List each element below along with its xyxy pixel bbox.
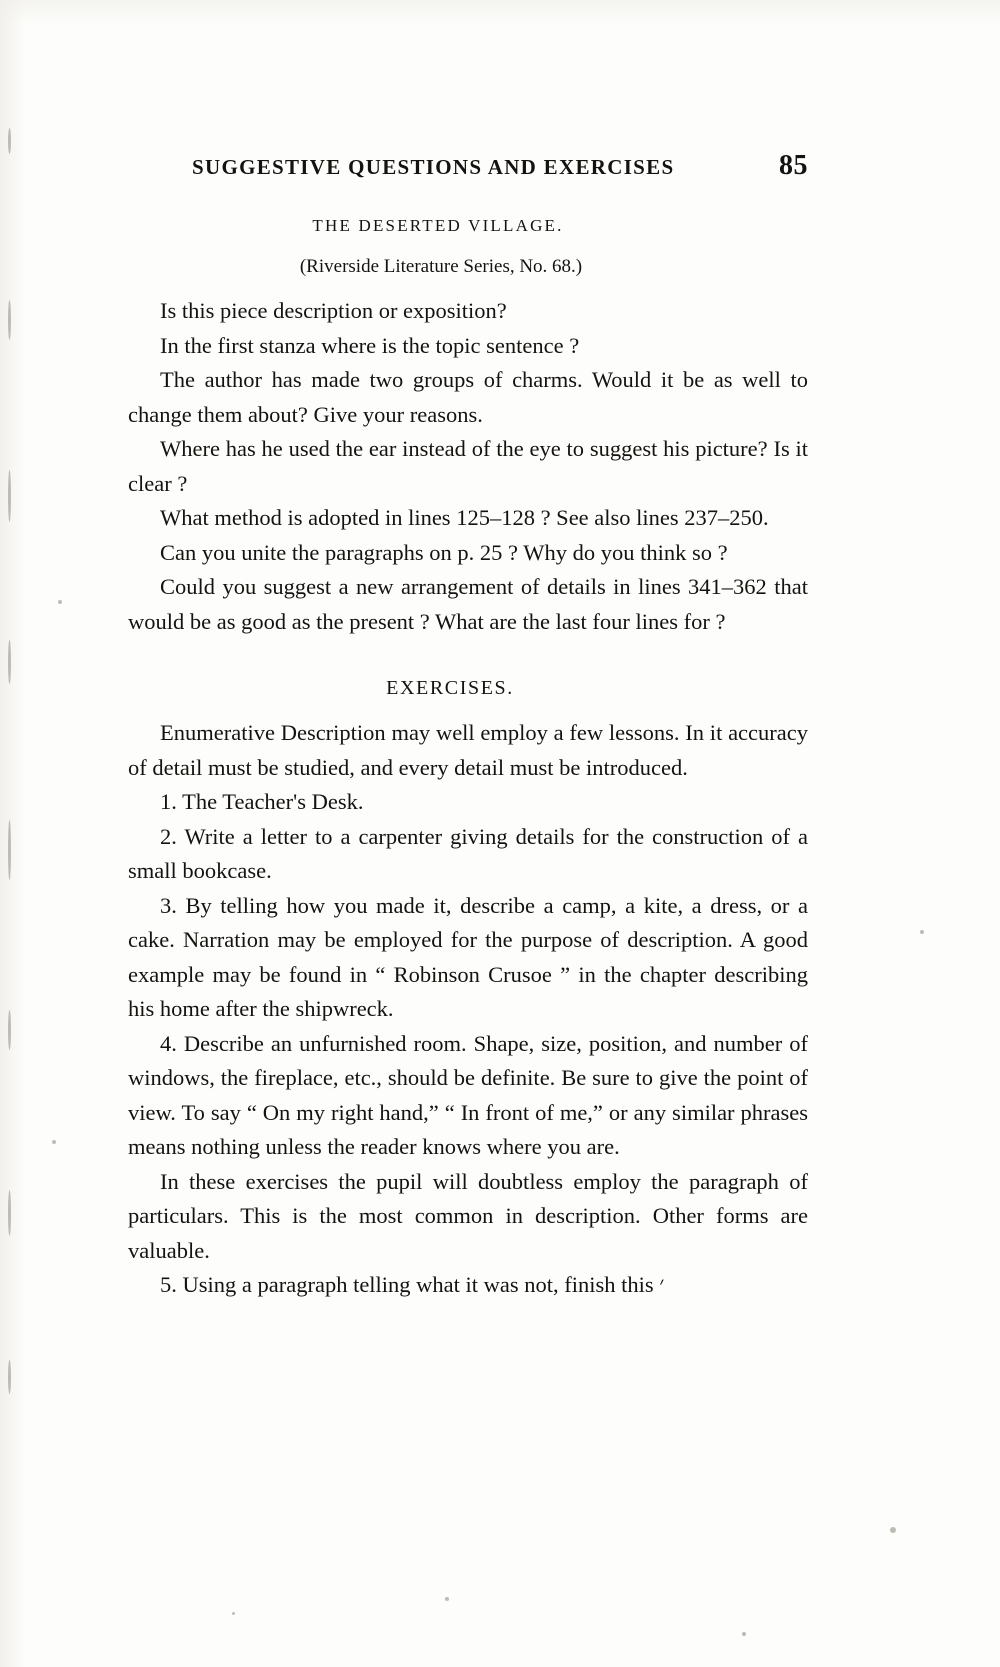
question-paragraph: Where has he used the ear instead of the eye to suggest his picture? Is it clear ? bbox=[128, 436, 808, 496]
question-paragraph: Is this piece description or exposition? bbox=[160, 298, 507, 323]
scan-speck bbox=[8, 1190, 11, 1236]
scan-speck bbox=[8, 820, 11, 880]
page-content bbox=[128, 150, 808, 1303]
scan-speck bbox=[920, 930, 924, 934]
exercises-note: In these exercises the pupil will doubtless employ the paragraph of particulars. This is the most common in description. Other forms are valuable. bbox=[128, 1168, 808, 1263]
page-number: 85 bbox=[779, 150, 808, 181]
page-top-shadow bbox=[0, 0, 1000, 24]
page-left-shadow bbox=[0, 0, 26, 1667]
exercise-item: 3. By telling how you made it, describe a camp, a kite, a dress, or a cake. Narration may be employed for the purpose of description. A good example may be found in “ Robinson Crusoe ” in the chapter describing his home after the shipwreck. bbox=[128, 892, 808, 1021]
question-paragraph: In the first stanza where is the topic sentence ? bbox=[160, 332, 580, 358]
scan-speck bbox=[890, 1527, 896, 1533]
scan-speck bbox=[8, 128, 11, 154]
scan-speck bbox=[232, 1612, 235, 1615]
scan-speck bbox=[8, 300, 11, 340]
question-paragraph: Could you suggest a new arrangement of details in lines 341–362 that would be as good as the present ? What are the last four lines for ? bbox=[128, 574, 808, 634]
exercise-item: 1. The Teacher's Desk. bbox=[160, 789, 364, 814]
scan-speck bbox=[8, 640, 11, 684]
running-head bbox=[128, 150, 808, 182]
scan-speck bbox=[8, 1010, 11, 1050]
exercises-intro: Enumerative Description may well employ a few lessons. In it accuracy of detail must be studied, and every detail must be introduced. bbox=[128, 720, 808, 780]
series-note: (Riverside Literature Series, No. 68.) bbox=[299, 256, 583, 277]
exercises-heading: EXERCISES. bbox=[386, 677, 514, 699]
scan-speck bbox=[58, 600, 62, 604]
exercise-item: 2. Write a letter to a carpenter giving details for the construction of a small bookcase. bbox=[128, 823, 808, 883]
section-title: THE DESERTED VILLAGE. bbox=[312, 216, 564, 235]
question-paragraph: What method is adopted in lines 125–128 ? See also lines 237–250. bbox=[160, 505, 769, 530]
exercise-item-last: 5. Using a paragraph telling what it was not, finish this ׳ bbox=[160, 1272, 665, 1297]
running-title: SUGGESTIVE QUESTIONS AND EXERCISES bbox=[192, 155, 675, 179]
question-paragraph: Can you unite the paragraphs on p. 25 ? Why do you think so ? bbox=[160, 539, 728, 565]
scan-speck bbox=[742, 1632, 746, 1636]
scan-speck bbox=[8, 1360, 11, 1394]
scan-speck bbox=[445, 1597, 449, 1601]
scan-speck bbox=[8, 470, 11, 522]
exercise-item: 4. Describe an unfurnished room. Shape, size, position, and number of windows, the fireplace, etc., should be definite. Be sure to give the point of view. To say “ On my right hand,” “ In front of me,” or any similar phrases means nothing unless the reader knows where you are. bbox=[128, 1030, 808, 1159]
question-paragraph: The author has made two groups of charms. Would it be as well to change them about? Give your reasons. bbox=[128, 367, 808, 427]
scan-speck bbox=[52, 1140, 56, 1144]
